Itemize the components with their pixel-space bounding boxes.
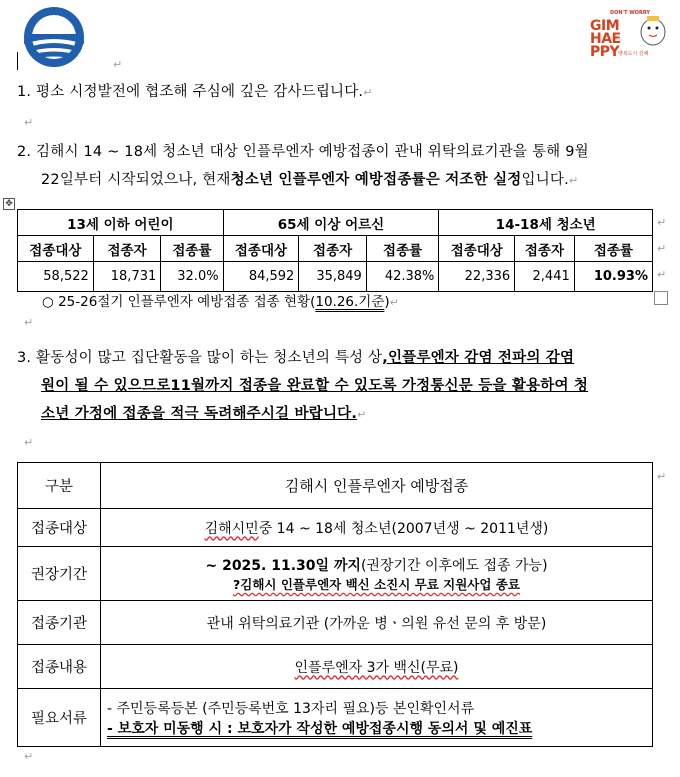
- paragraph-3-line-1: 3. 활동성이 많고 집단활동을 많이 하는 청소년의 특성 상,인플루엔자 감염 전파의 감염: [17, 350, 575, 366]
- paragraph-mark-icon: ↵: [24, 316, 34, 329]
- period-value: ~ 2025. 11.30일 까지(권장기간 이후에도 접종 가능) ?김해시 인플루엔자 백신 소진시 무료 지원사업 종료: [101, 547, 653, 601]
- low-rate-emphasis: 청소년 인플루엔자 예방접종률은 저조한 실정: [230, 172, 522, 188]
- info-row-target: [18, 509, 653, 547]
- stat-value: 32.0%: [161, 262, 223, 292]
- column-header: 접종대상: [18, 236, 94, 262]
- column-header: 접종대상: [223, 236, 299, 262]
- content-value: 인플루엔자 3가 백신(무료): [101, 645, 653, 689]
- info-header-label: 구분: [18, 463, 101, 509]
- target-label: 접종대상: [18, 509, 101, 547]
- column-header: 접종률: [366, 236, 439, 262]
- stat-value: 84,592: [223, 262, 299, 292]
- paragraph-mark-icon: ↵: [657, 242, 667, 255]
- paragraph-3-line-3: 소년 가정에 접종을 적극 독려해주시길 바랍니다.↵: [41, 406, 367, 422]
- info-row-period: [18, 547, 653, 601]
- paragraph-2: [17, 138, 667, 195]
- info-row-docs: [18, 689, 653, 747]
- paragraph-mark-icon: ↵: [657, 268, 667, 281]
- paragraph-mark-icon: ↵: [24, 116, 34, 129]
- city-emblem-logo: [18, 6, 90, 68]
- column-header: 접종대상: [439, 236, 515, 262]
- group-children: 13세 이하 어린이: [18, 210, 224, 236]
- resize-handle[interactable]: [654, 291, 668, 305]
- paragraph-mark-icon: ↵: [113, 58, 123, 71]
- paragraph-mark-icon: ↵: [24, 436, 34, 449]
- stat-value: 42.38%: [366, 262, 439, 292]
- stat-value: 22,336: [439, 262, 515, 292]
- text-cursor: [17, 52, 18, 70]
- paragraph-1-text: 1. 평소 시정발전에 협조해 주심에 깊은 감사드립니다.: [17, 84, 364, 100]
- content-label: 접종내용: [18, 645, 101, 689]
- paragraph-2-line-2: 22일부터 시작되었으나, 현재청소년 인플루엔자 예방접종률은 저조한 실정입니다.↵: [41, 172, 579, 188]
- group-teens: 14-18세 청소년: [439, 210, 653, 236]
- stats-column-row: [18, 236, 653, 262]
- period-note: ?김해시 인플루엔자 백신 소진시 무료 지원사업 종료: [233, 576, 520, 592]
- docs-item-2: - 보호자 미동행 시 : 보호자가 작성한 예방접종시행 동의서 및 예진표: [107, 720, 533, 737]
- paragraph-3-line-2: 원이 될 수 있으므로11월까지 접종을 완료할 수 있도록 가정통신문 등을 활용하여 청: [41, 378, 589, 394]
- period-label: 권장기간: [18, 547, 101, 601]
- vaccination-stats-table: [17, 209, 653, 292]
- info-row-content: [18, 645, 653, 689]
- column-header: 접종률: [161, 236, 223, 262]
- docs-value: [101, 689, 653, 747]
- column-header: 접종자: [299, 236, 367, 262]
- stats-value-row: [18, 262, 653, 292]
- stats-group-row: [18, 210, 653, 236]
- paragraph-mark-icon: ↵: [657, 216, 667, 229]
- gimhaeppy-brand-logo: [588, 10, 672, 62]
- stat-value: 58,522: [18, 262, 94, 292]
- paragraph-2-line-1: 2. 김해시 14 ~ 18세 청소년 대상 인플루엔자 예방접종이 관내 위탁의료기관을 통해 9월: [17, 144, 589, 160]
- stat-value-teen-rate: 10.93%: [574, 262, 652, 292]
- brand-word-2: HAE PPY: [590, 31, 621, 60]
- stat-value: 2,441: [515, 262, 575, 292]
- info-header-row: [18, 463, 653, 509]
- stats-caption: ○ 25-26절기 인플루엔자 예방접종 접종 현황(10.26.기준)↵: [42, 294, 399, 310]
- reference-date: 10.26.기준: [315, 294, 385, 310]
- group-seniors: 65세 이상 어르신: [223, 210, 439, 236]
- stat-value: 18,731: [93, 262, 161, 292]
- vaccination-info-table: [17, 462, 653, 747]
- paragraph-mark-icon: ↵: [24, 750, 34, 763]
- table-move-handle-icon[interactable]: ✥: [3, 198, 15, 210]
- org-label: 접종기관: [18, 601, 101, 645]
- org-value: 관내 위탁의료기관 (가까운 병ㆍ의원 유선 문의 후 방문): [101, 601, 653, 645]
- column-header: 접종률: [574, 236, 652, 262]
- docs-label: 필요서류: [18, 689, 101, 747]
- docs-item-1: - 주민등록등본 (주민등록번호 13자리 필요)등 본인확인서류: [107, 700, 475, 717]
- brand-word-1: GIM: [590, 18, 620, 34]
- paragraph-1: 1. 평소 시정발전에 협조해 주심에 깊은 감사드립니다.↵: [17, 84, 373, 100]
- target-value: 김해시민중 14 ~ 18세 청소년(2007년생 ~ 2011년생): [101, 509, 653, 547]
- column-header: 접종자: [515, 236, 575, 262]
- stat-value: 35,849: [299, 262, 367, 292]
- info-header-title: 김해시 인플루엔자 예방접종: [101, 463, 653, 509]
- info-row-org: [18, 601, 653, 645]
- brand-tagline: DON'T WORRY: [609, 10, 651, 16]
- column-header: 접종자: [93, 236, 161, 262]
- paragraph-3: [17, 344, 673, 429]
- mascot-icon: [638, 12, 668, 50]
- paragraph-mark-icon: ↵: [657, 470, 667, 483]
- brand-subtitle: 행복도시 김해: [618, 51, 649, 57]
